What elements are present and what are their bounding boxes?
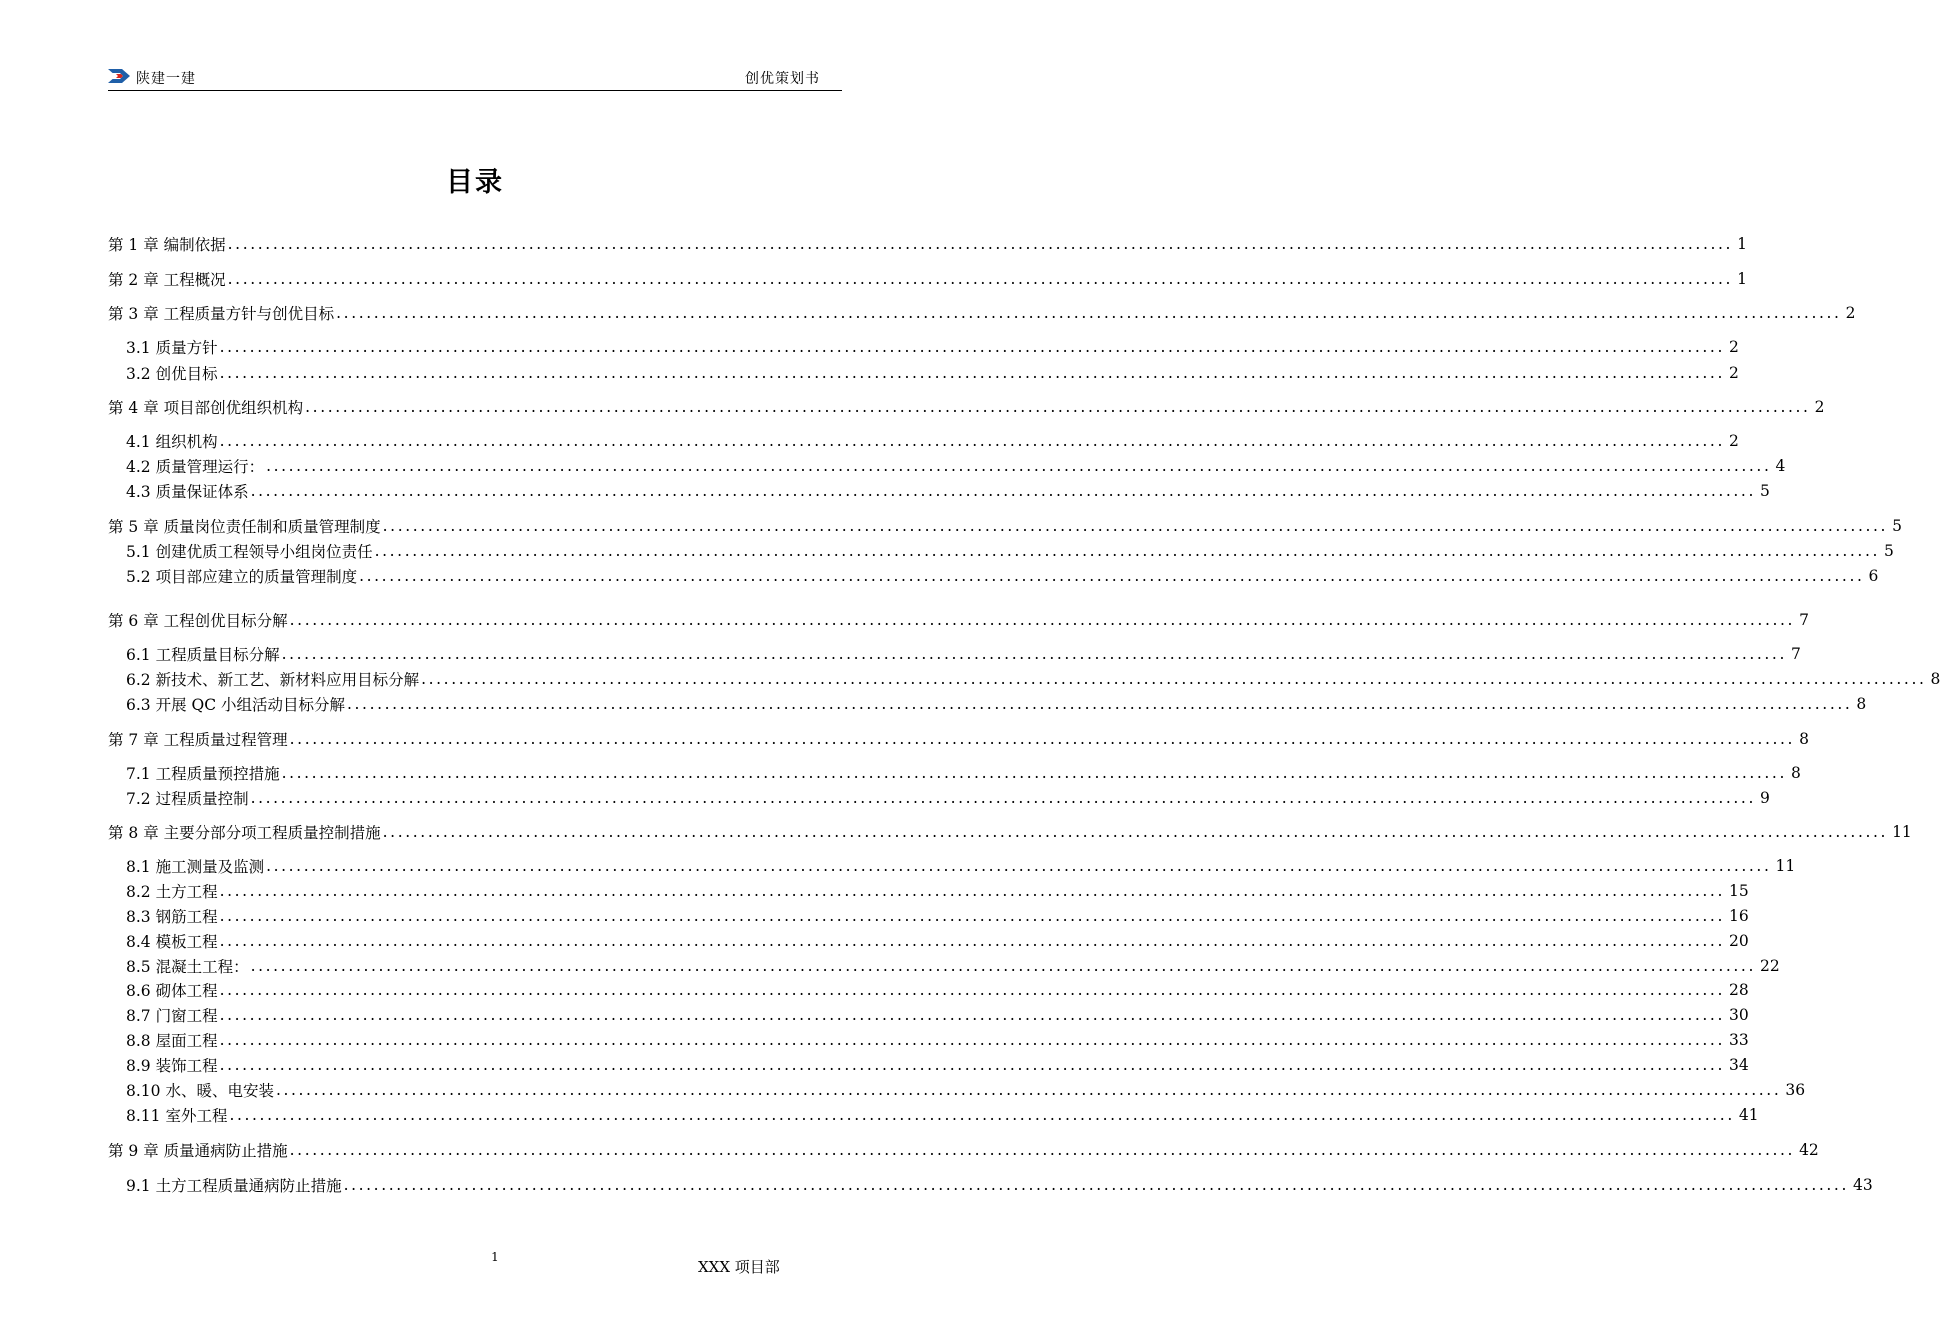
toc-entry-label: 8.2 土方工程 [126,883,218,901]
toc-page-number: 2 [1845,304,1856,322]
toc-subentry[interactable] [126,429,1739,453]
toc-page-number: 8 [1799,730,1809,748]
toc-entry-label: 8.3 钢筋工程 [126,908,218,926]
toc-entry-label: 第 1 章 编制依据 [108,236,226,254]
toc-subentry[interactable] [126,761,1801,785]
toc-subentry[interactable] [126,361,1739,385]
page-header [108,62,842,91]
toc-leader-dots: ........................................................................................................................................................................................................ [347,695,1853,713]
toc-page-number: 42 [1799,1141,1819,1159]
toc-entry-label: 7.2 过程质量控制 [126,790,249,808]
toc-page-number: 16 [1728,907,1749,925]
toc-chapter-entry[interactable] [108,301,1856,325]
toc-subentry[interactable] [126,904,1749,928]
toc-leader-dots: ........................................................................................................................................................................................................ [281,764,1787,782]
toc-entry-label: 第 5 章 质量岗位责任制和质量管理制度 [108,518,381,536]
toc-page-number: 2 [1728,432,1739,450]
toc-page-number: 8 [1856,695,1867,713]
toc-leader-dots: ........................................................................................................................................................................................................ [229,1106,1735,1124]
toc-entry-label: 第 2 章 工程概况 [108,271,226,289]
toc-subentry[interactable] [126,539,1894,563]
toc-page-number: 2 [1814,398,1825,416]
toc-subentry[interactable] [126,1028,1749,1052]
toc-entry-label: 8.8 屋面工程 [126,1032,218,1050]
toc-entry-label: 9.1 土方工程质量通病防止措施 [126,1177,342,1195]
toc-entry-label: 4.3 质量保证体系 [126,483,249,501]
toc-chapter-entry[interactable] [108,395,1825,419]
toc-leader-dots: ........................................................................................................................................................................................................ [219,1006,1725,1024]
toc-leader-dots: ........................................................................................................................................................................................................ [305,398,1811,416]
toc-page-number: 8 [1930,670,1940,688]
toc-leader-dots: ........................................................................................................................................................................................................ [359,567,1865,585]
toc-entry-label: 第 6 章 工程创优目标分解 [108,612,288,630]
toc-chapter-entry[interactable] [108,727,1809,751]
toc-page-number: 5 [1892,517,1902,535]
toc-entry-label: 3.1 质量方针 [126,339,218,357]
toc-leader-dots: ........................................................................................................................................................................................................ [289,1141,1796,1159]
toc-entry-label: 8.6 砌体工程 [126,982,218,1000]
toc-entry-label: 8.10 水、暖、电安装 [126,1082,274,1100]
toc-subentry[interactable] [126,564,1879,588]
page-title: 目录 [446,167,504,198]
toc-chapter-entry[interactable] [108,267,1747,291]
toc-entry-label: 6.3 开展 QC 小组活动目标分解 [126,696,345,714]
toc-leader-dots: ........................................................................................................................................................................................................ [336,304,1842,322]
toc-entry-label: 8.5 混凝土工程： [126,958,249,976]
toc-leader-dots: ........................................................................................................................................................................................................ [219,932,1725,950]
toc-leader-dots: ........................................................................................................................................................................................................ [219,432,1725,450]
toc-entry-label: 8.4 模板工程 [126,933,218,951]
toc-subentry[interactable] [126,1173,1873,1197]
toc-subentry[interactable] [126,1078,1806,1102]
toc-subentry[interactable] [126,692,1867,716]
toc-leader-dots: ........................................................................................................................................................................................................ [219,907,1725,925]
toc-subentry[interactable] [126,854,1796,878]
toc-subentry[interactable] [126,786,1770,810]
toc-chapter-entry[interactable] [108,514,1902,538]
toc-subentry[interactable] [126,929,1749,953]
toc-subentry[interactable] [126,879,1749,903]
toc-entry-label: 6.2 新技术、新工艺、新材料应用目标分解 [126,671,420,689]
toc-entry-label: 第 8 章 主要分部分项工程质量控制措施 [108,824,381,842]
toc-entry-label: 第 3 章 工程质量方针与创优目标 [108,305,335,323]
toc-chapter-entry[interactable] [108,820,1912,844]
toc-page-number: 2 [1728,364,1739,382]
page-number: 1 [491,1250,499,1264]
toc-entry-label: 4.1 组织机构 [126,433,218,451]
toc-page-number: 1 [1737,270,1747,288]
toc-page-number: 7 [1790,645,1801,663]
toc-page-number: 1 [1737,235,1747,253]
toc-entry-label: 8.11 室外工程 [126,1107,228,1125]
toc-page-number: 15 [1728,882,1749,900]
toc-leader-dots: ........................................................................................................................................................................................................ [421,670,1927,688]
toc-page-number: 43 [1852,1176,1873,1194]
footer-department: XXX 项目部 [698,1258,780,1276]
toc-leader-dots: ........................................................................................................................................................................................................ [281,645,1787,663]
toc-subentry[interactable] [126,954,1780,978]
toc-leader-dots: ........................................................................................................................................................................................................ [219,338,1725,356]
toc-entry-label: 5.2 项目部应建立的质量管理制度 [126,568,358,586]
toc-page-number: 11 [1775,857,1796,875]
toc-entry-label: 3.2 创优目标 [126,365,218,383]
toc-subentry[interactable] [126,454,1786,478]
toc-leader-dots: ........................................................................................................................................................................................................ [382,517,1889,535]
toc-entry-label: 5.1 创建优质工程领导小组岗位责任 [126,543,373,561]
toc-leader-dots: ........................................................................................................................................................................................................ [250,789,1756,807]
toc-subentry[interactable] [126,1103,1759,1127]
toc-page-number: 33 [1728,1031,1749,1049]
toc-page-number: 22 [1759,957,1780,975]
toc-entry-label: 4.2 质量管理运行： [126,458,265,476]
toc-page-number: 7 [1799,611,1809,629]
toc-entry-label: 6.1 工程质量目标分解 [126,646,280,664]
toc-leader-dots: ........................................................................................................................................................................................................ [382,823,1889,841]
toc-leader-dots: ........................................................................................................................................................................................................ [250,957,1756,975]
toc-page-number: 28 [1728,981,1749,999]
document-type: 创优策划书 [745,71,820,87]
toc-leader-dots: ........................................................................................................................................................................................................ [219,1031,1725,1049]
toc-leader-dots: ........................................................................................................................................................................................................ [289,611,1796,629]
toc-leader-dots: ........................................................................................................................................................................................................ [266,457,1772,475]
toc-page-number: 20 [1728,932,1749,950]
toc-leader-dots: ........................................................................................................................................................................................................ [289,730,1796,748]
toc-entry-label: 8.9 装饰工程 [126,1057,218,1075]
toc-subentry[interactable] [126,667,1940,691]
toc-leader-dots: ........................................................................................................................................................................................................ [250,482,1756,500]
toc-subentry[interactable] [126,978,1749,1002]
toc-page-number: 5 [1884,542,1894,560]
toc-leader-dots: ........................................................................................................................................................................................................ [374,542,1880,560]
toc-leader-dots: ........................................................................................................................................................................................................ [219,1056,1725,1074]
toc-entry-label: 第 9 章 质量通病防止措施 [108,1142,288,1160]
toc-page-number: 11 [1892,823,1912,841]
company-logo-icon [108,66,132,86]
toc-subentry[interactable] [126,1003,1749,1027]
toc-chapter-entry[interactable] [108,608,1809,632]
toc-subentry[interactable] [126,1053,1749,1077]
toc-page-number: 34 [1728,1056,1749,1074]
company-name: 陕建一建 [136,71,196,87]
toc-page-number: 30 [1728,1006,1749,1024]
toc-leader-dots: ........................................................................................................................................................................................................ [219,364,1725,382]
toc-page-number: 36 [1785,1081,1806,1099]
toc-entry-label: 8.7 门窗工程 [126,1007,218,1025]
toc-leader-dots: ........................................................................................................................................................................................................ [219,981,1725,999]
toc-leader-dots: ........................................................................................................................................................................................................ [227,235,1734,253]
toc-page-number: 41 [1738,1106,1759,1124]
toc-leader-dots: ........................................................................................................................................................................................................ [227,270,1734,288]
toc-page-number: 6 [1868,567,1879,585]
toc-entry-label: 7.1 工程质量预控措施 [126,765,280,783]
toc-subentry[interactable] [126,479,1770,503]
toc-leader-dots: ........................................................................................................................................................................................................ [219,882,1725,900]
toc-leader-dots: ........................................................................................................................................................................................................ [275,1081,1782,1099]
toc-entry-label: 第 4 章 项目部创优组织机构 [108,399,304,417]
toc-chapter-entry[interactable] [108,1138,1819,1162]
toc-leader-dots: ........................................................................................................................................................................................................ [266,857,1772,875]
toc-leader-dots: ........................................................................................................................................................................................................ [343,1176,1849,1194]
toc-entry-label: 8.1 施工测量及监测 [126,858,265,876]
toc-page-number: 8 [1790,764,1801,782]
toc-entry-label: 第 7 章 工程质量过程管理 [108,731,288,749]
toc-page-number: 4 [1775,457,1786,475]
toc-page-number: 5 [1759,482,1770,500]
toc-subentry[interactable] [126,642,1801,666]
toc-subentry[interactable] [126,335,1739,359]
toc-chapter-entry[interactable] [108,232,1747,256]
toc-page-number: 2 [1728,338,1739,356]
toc-page-number: 9 [1759,789,1770,807]
